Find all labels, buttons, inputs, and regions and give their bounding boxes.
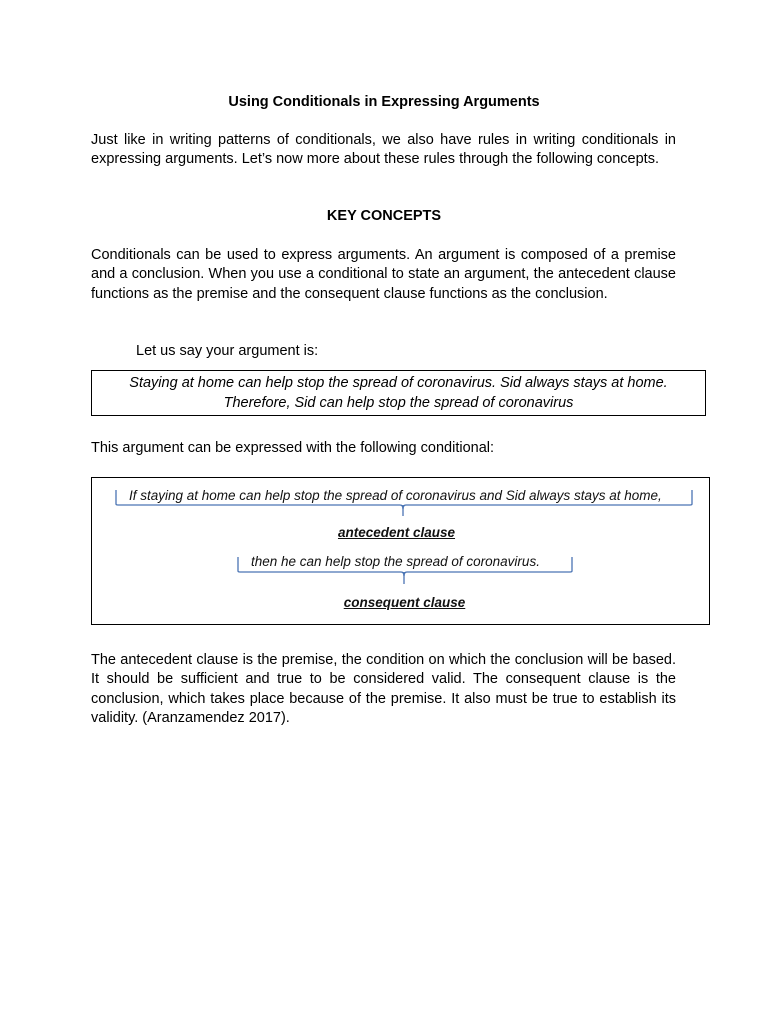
intro-paragraph: Just like in writing patterns of conditionals, we also have rules in writing conditionals in expressing arguments. Let’s now more about these rules through the following concepts. <box>91 132 676 168</box>
conditional-box <box>91 477 710 625</box>
conditional-intro: This argument can be expressed with the following conditional: <box>91 440 495 456</box>
concept-paragraph: Conditionals can be used to express arguments. An argument is composed of a premise and a conclusion. When you use a conditional to state an argument, the antecedent clause functions as the premise and the consequent clause functions as the conclusion. <box>91 247 676 302</box>
antecedent-clause-text: If staying at home can help stop the spread of coronavirus and Sid always stays at home, <box>129 488 662 503</box>
antecedent-clause-label: antecedent clause <box>337 525 456 540</box>
document-title: Using Conditionals in Expressing Arguments <box>228 94 540 110</box>
consequent-clause-label: consequent clause <box>343 595 466 610</box>
consequent-clause-text: then he can help stop the spread of coronavirus. <box>251 554 540 569</box>
argument-intro: Let us say your argument is: <box>136 343 319 359</box>
argument-line-1: Staying at home can help stop the spread of coronavirus. Sid always stays at home. <box>129 375 668 391</box>
closing-paragraph: The antecedent clause is the premise, the condition on which the conclusion will be based. It should be sufficient and true to be considered valid. The consequent clause is the conclusion, which takes place because of the premise. It also must be true to establish its validity. (Aranzamendez 2017). <box>91 652 676 726</box>
argument-box <box>91 370 706 416</box>
key-concepts-heading: KEY CONCEPTS <box>326 208 442 224</box>
argument-line-2: Therefore, Sid can help stop the spread of coronavirus <box>223 394 574 411</box>
